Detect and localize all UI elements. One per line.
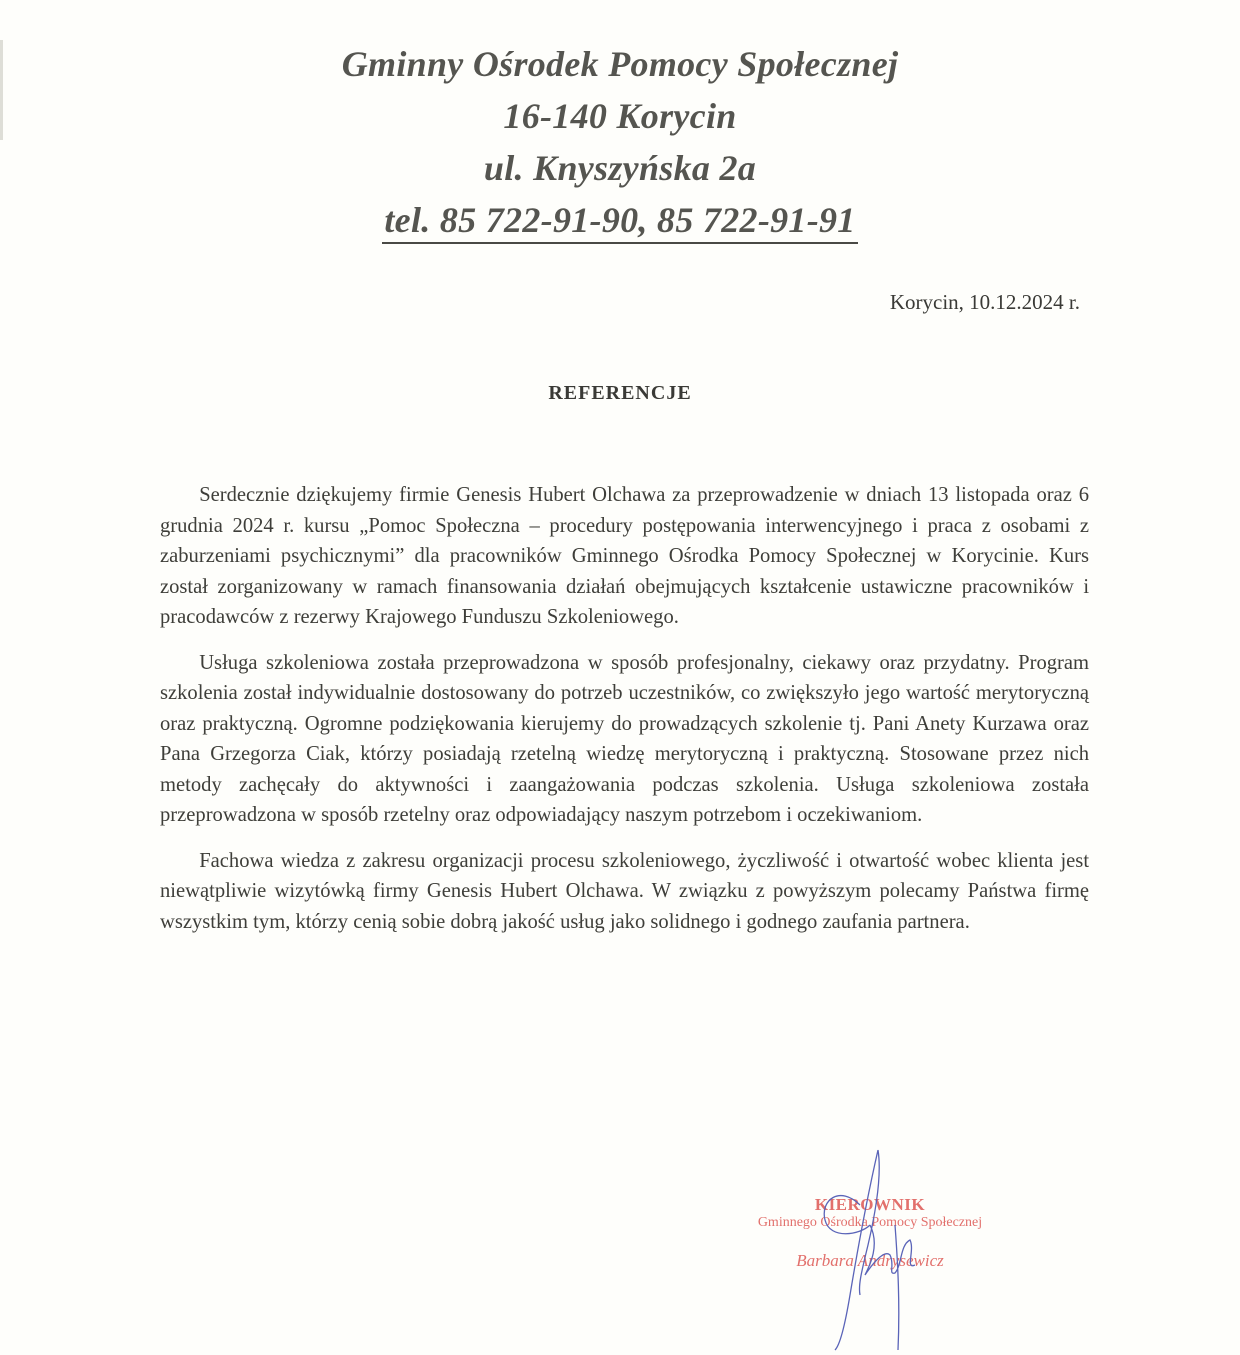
stamp-role: KIEROWNIK [814,1195,926,1214]
letterhead-phone-line [0,194,1240,246]
letter-body [160,479,1089,951]
date-line: Korycin, 10.12.2024 r. [889,290,1080,314]
paragraph: Fachowa wiedza z zakresu organizacji procesu szkoleniowego, życzliwość i otwartość wobec klienta jest niewątpliwie wizytówką firmy Genesis Hubert Olchawa. W związku z powyższym polecamy Państwa firmę wszystkim tym, którzy cenią sobie dobrą jakość usług jako solidnego i godnego zaufania partnera. [160,847,1090,933]
stamp-name: Barbara Andrysewicz [796,1251,944,1270]
signature-stroke [824,1150,915,1350]
letterhead-street: ul. Knyszyńska 2a [483,148,757,188]
paragraph: Usługa szkoleniowa została przeprowadzona w sposób profesjonalny, ciekawy oraz przydatny. Program szkolenia został indywidualnie dostosowany do potrzeb uczestników, co zwiększyło jego wartość merytoryczną oraz praktyczną. Ogromne podziękowania kierujemy do prowadzących szkolenie tj. Pani Anety Kurzawa oraz Pana Grzegorza Ciak, którzy posiadają rzetelną wiedzę merytoryczną i praktyczną. Stosowane przez nich metody zachęcały do aktywności i zaangażowania podczas szkolenia. Usługa szkoleniowa została przeprowadzona w sposób rzetelny oraz odpowiadający naszym potrzebom i oczekiwaniom. [160,649,1090,826]
letterhead [0,38,1240,246]
document-title: REFERENCJE [548,382,692,404]
stamp-organization: Gminnego Ośrodka Pomocy Społecznej [757,1215,983,1230]
letterhead-postal-city: 16-140 Korycin [503,96,737,136]
paragraph: Serdecznie dziękujemy firmie Genesis Hubert Olchawa za przeprowadzenie w dniach 13 listopada oraz 6 grudnia 2024 r. kursu „Pomoc Społeczna – procedury postępowania interwencyjnego i praca z osobami z zaburzeniami psychicznymi” dla pracowników Gminnego Ośrodka Pomocy Społecznej w Korycinie. Kurs został zorganizowany w ramach finansowania działań obejmujących kształcenie ustawiczne pracowników i pracodawców z rezerwy Krajowego Funduszu Szkoleniowego. [160,482,1090,628]
handwritten-signature [800,1145,940,1355]
letterhead-organization: Gminny Ośrodek Pomocy Społecznej [341,44,899,84]
letterhead-phone: tel. 85 722-91-90, 85 722-91-91 [382,198,857,244]
